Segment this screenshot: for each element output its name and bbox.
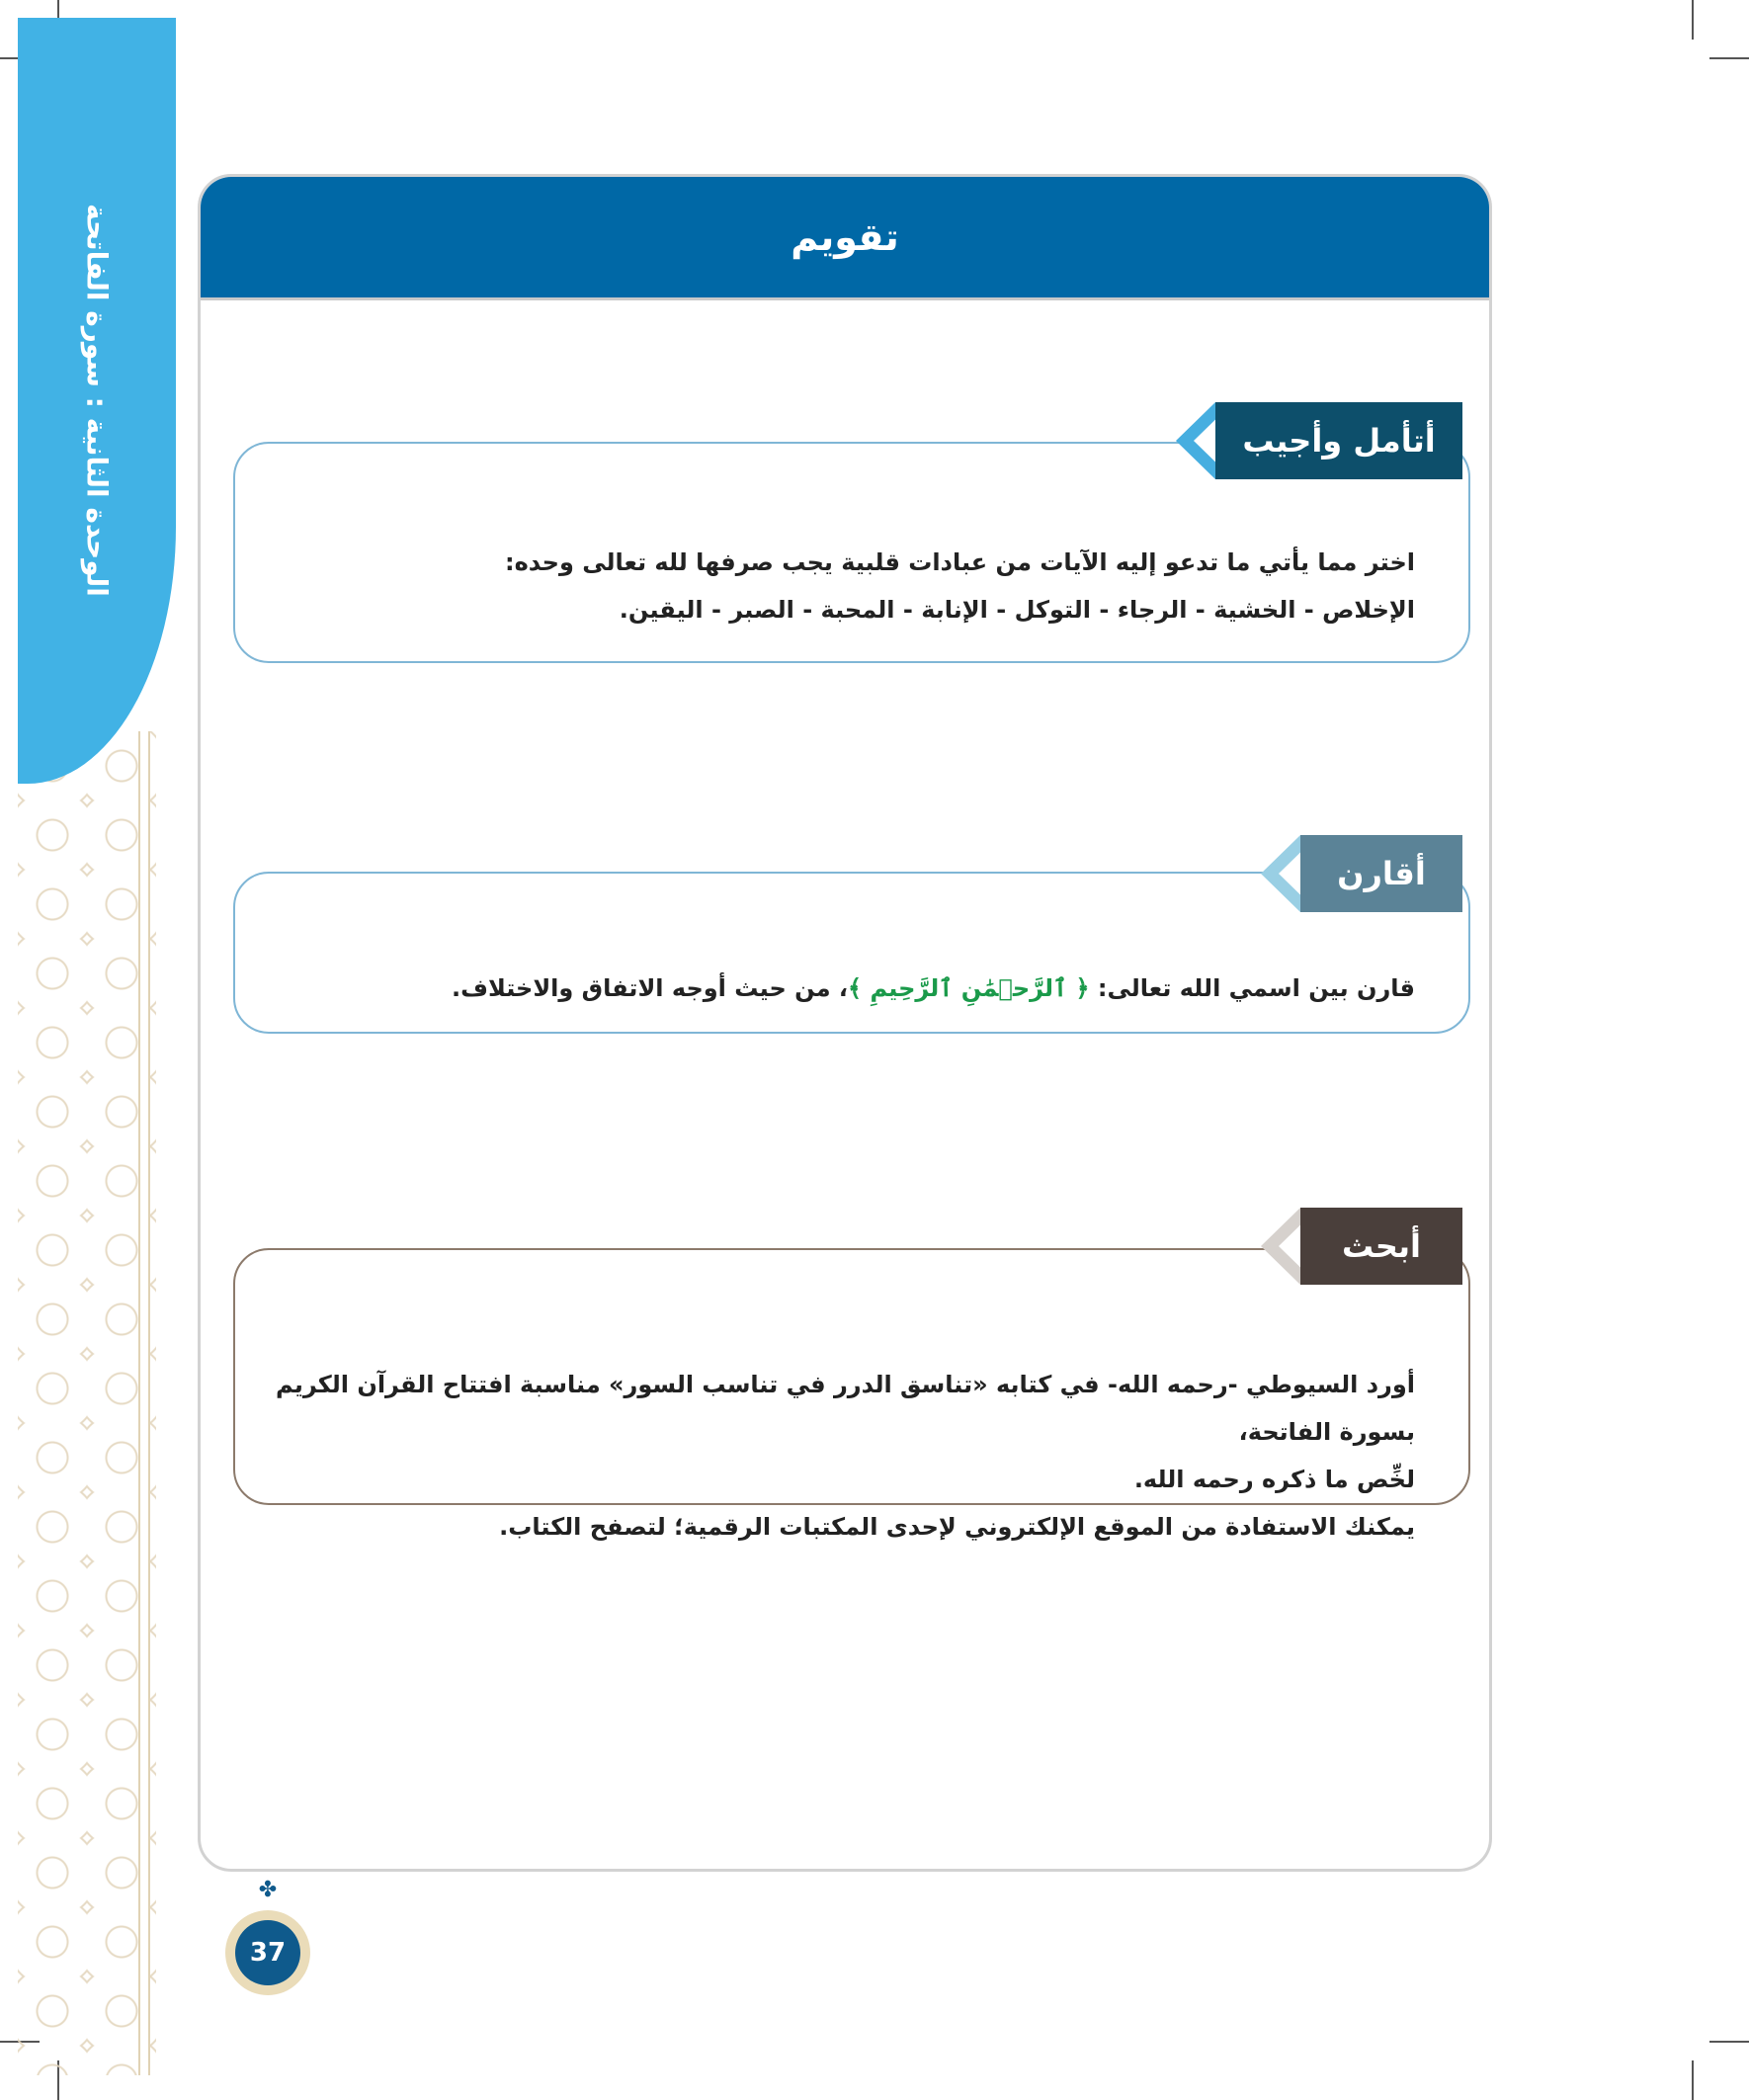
compare-suffix: ، من حيث أوجه الاتفاق والاختلاف. <box>452 974 849 1002</box>
ornament-border <box>138 731 140 2075</box>
page-number-badge <box>225 1910 310 1995</box>
reflect-line-1: اختر مما يأتي ما تدعو إليه الآيات من عبادات قلبية يجب صرفها لله تعالى وحده: <box>505 548 1415 576</box>
research-task <box>265 1361 1415 1551</box>
research-line-3: يمكنك الاستفادة من الموقع الإلكتروني لإحدى المكتبات الرقمية؛ لتصفح الكتاب. <box>499 1513 1415 1541</box>
ornament-strip <box>18 731 156 2075</box>
emblem-icon: ✤ <box>258 1878 278 1902</box>
compare-label <box>1300 835 1462 912</box>
reflect-question <box>265 539 1415 633</box>
reflect-answer-label <box>1215 402 1462 479</box>
reflect-line-2: الإخلاص - الخشية - الرجاء - التوكل - الإنابة - المحبة - الصبر - اليقين. <box>619 596 1415 624</box>
compare-verse: ﴿ ٱلرَّحۡمَٰنِ ٱلرَّحِيمِ ﴾ <box>848 974 1090 1002</box>
crop-mark <box>1692 2060 1694 2100</box>
crop-mark <box>1709 57 1749 59</box>
card-header <box>201 177 1489 300</box>
crop-mark <box>1692 0 1694 40</box>
page-number: 37 <box>235 1920 300 1985</box>
compare-prefix: قارن بين اسمي الله تعالى: <box>1089 974 1415 1002</box>
ornament-border <box>148 731 150 2075</box>
unit-title: الوحدة الثانية : سورة الفاتحة <box>80 204 114 597</box>
crop-mark <box>1709 2041 1749 2043</box>
research-line-2: لخِّص ما ذكره رحمه الله. <box>1133 1466 1415 1493</box>
research-box <box>233 1248 1470 1541</box>
card-title: تقويم <box>791 215 899 259</box>
research-label-text: أبحث <box>1342 1227 1421 1265</box>
compare-label-text: أقارن <box>1337 855 1426 892</box>
compare-question <box>265 965 1415 1012</box>
research-label <box>1300 1208 1462 1285</box>
research-line-1: أورد السيوطي -رحمه الله- في كتابه «تناسق الدرر في تناسب السور» مناسبة افتتاح القرآن الكريم بسورة الفاتحة، <box>276 1371 1415 1446</box>
reflect-answer-label-text: أتأمل وأجيب <box>1242 422 1436 460</box>
